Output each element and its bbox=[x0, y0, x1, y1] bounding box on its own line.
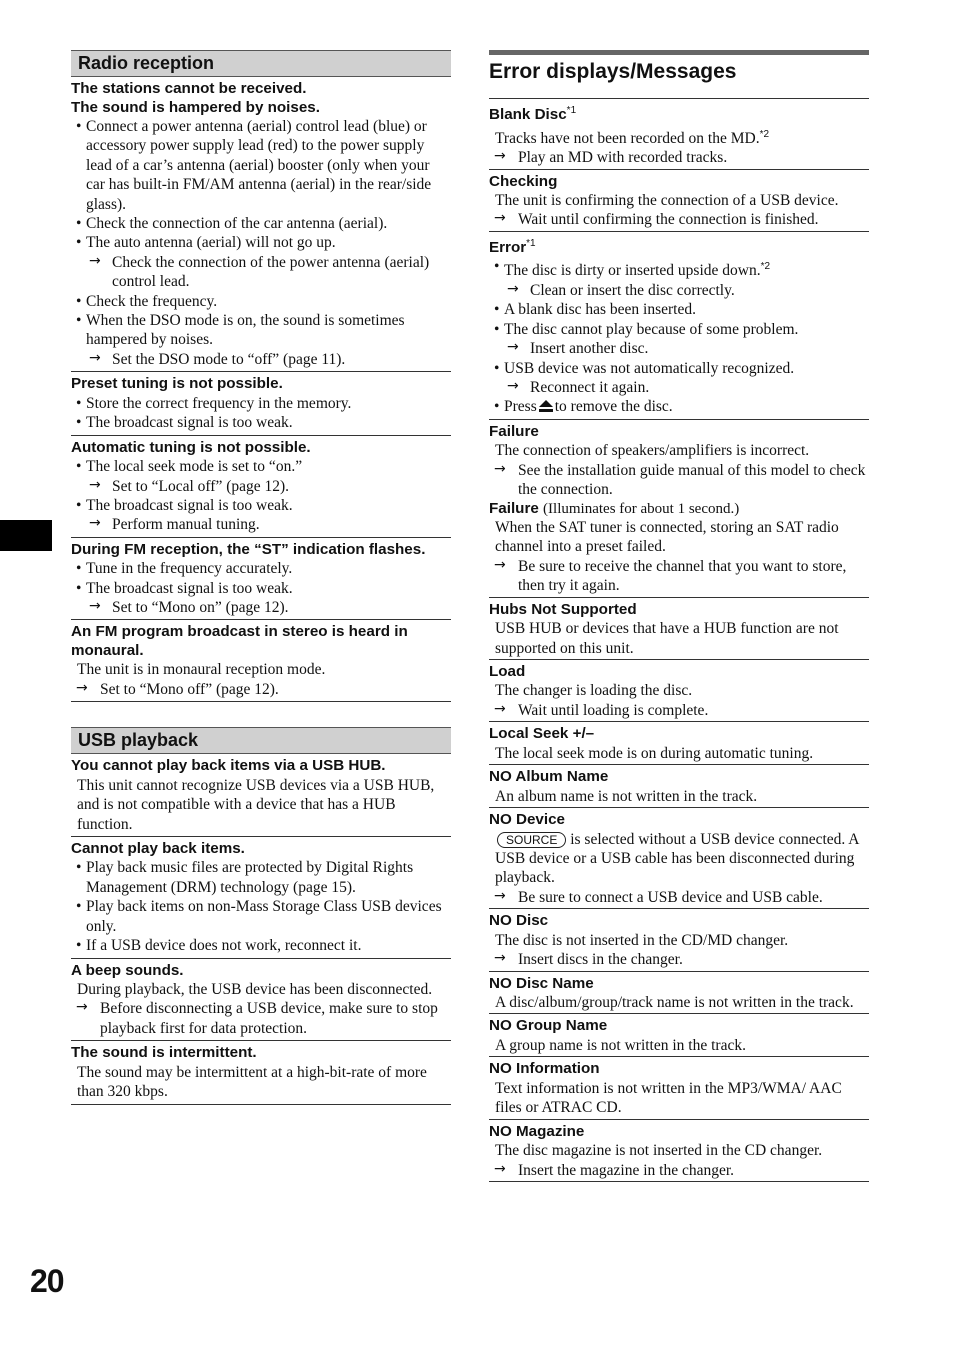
arrow-remedy: → Perform manual tuning. bbox=[71, 515, 451, 534]
message-text: A group name is not written in the track. bbox=[495, 1036, 746, 1054]
bullet-item: • Store the correct frequency in the memory. bbox=[71, 394, 451, 413]
msg-blank-disc bbox=[489, 98, 869, 169]
arrow-remedy: → Be sure to receive the channel that you want to store, then try it again. bbox=[489, 557, 869, 596]
message-text: The disc magazine is not inserted in the CD changer. bbox=[495, 1142, 823, 1160]
message-text: Text information is not written in the MP3/WMA/ AAC files or ATRAC CD. bbox=[495, 1079, 842, 1117]
bullet-item: • The auto antenna (aerial) will not go up. bbox=[71, 233, 451, 252]
msg-no-magazine bbox=[489, 1119, 869, 1182]
bullet-item: • The disc is dirty or inserted upside down.$^{*2}$ bbox=[489, 257, 869, 281]
message-text: Tracks have not been recorded on the MD. bbox=[495, 129, 760, 147]
page-number: 20 bbox=[30, 1263, 64, 1299]
message-heading: NO Information bbox=[489, 1060, 600, 1078]
bullet-item: • Check the frequency. bbox=[71, 292, 451, 311]
bullet-item: • Play back items on non-Mass Storage Class USB devices only. bbox=[71, 897, 451, 936]
message-text: When the SAT tuner is connected, storing an SAT radio channel into a preset failed. bbox=[495, 519, 839, 556]
arrow-remedy: → Before disconnecting a USB device, make sure to stop playback first for data protection. bbox=[71, 999, 451, 1038]
message-text: The local seek mode is on during automatic tuning. bbox=[495, 744, 814, 762]
topic-usb-hub bbox=[71, 754, 451, 837]
topic-text: The sound may be intermittent at a high-bit-rate of more than 320 kbps. bbox=[77, 1063, 427, 1101]
footnote-mark: *2 bbox=[759, 128, 770, 140]
msg-error bbox=[489, 231, 869, 419]
topic-heading: An FM program broadcast in stereo is heard in monaural. bbox=[71, 623, 408, 659]
message-heading: Failure bbox=[489, 422, 539, 440]
topic-heading: Automatic tuning is not possible. bbox=[71, 438, 311, 456]
message-heading: Failure bbox=[489, 499, 539, 517]
arrow-remedy: → See the installation guide manual of this model to check the connection. bbox=[489, 461, 869, 500]
arrow-remedy: → Set to “Local off” (page 12). bbox=[71, 477, 451, 496]
topic-heading: You cannot play back items via a USB HUB. bbox=[71, 757, 386, 775]
topic-heading: During FM reception, the “ST” indication flashes. bbox=[71, 540, 426, 558]
left-column bbox=[71, 50, 451, 1105]
topic-heading: Cannot play back items. bbox=[71, 839, 245, 857]
bullet-item: • Press to remove the disc. bbox=[489, 397, 869, 417]
arrow-remedy: → Set to “Mono on” (page 12). bbox=[71, 598, 451, 617]
msg-hubs-not-supported bbox=[489, 597, 869, 659]
arrow-remedy: → Set the DSO mode to “off” (page 11). bbox=[71, 350, 451, 369]
arrow-remedy: → Check the connection of the power antenna (aerial) control lead. bbox=[71, 253, 451, 292]
message-heading: Checking bbox=[489, 172, 558, 190]
arrow-remedy: → Insert another disc. bbox=[489, 339, 869, 358]
topic-beep-sounds bbox=[71, 959, 451, 1042]
msg-load bbox=[489, 659, 869, 721]
msg-failure bbox=[489, 419, 869, 597]
usb-playback-heading: USB playback bbox=[71, 727, 451, 754]
message-heading: NO Group Name bbox=[489, 1017, 608, 1035]
arrow-remedy: → Set to “Mono off” (page 12). bbox=[71, 680, 451, 699]
message-heading: NO Disc bbox=[489, 912, 549, 930]
bullet-item: • Play back music files are protected by Digital Rights Management (DRM) technology (page 15). bbox=[71, 858, 451, 897]
topic-cannot-play bbox=[71, 837, 451, 959]
bullet-item: • Connect a power antenna (aerial) control lead (blue) or accessory power supply lead (red) to the power supply lead of a car’s antenna (aerial) booster (only when your car has built-in FM/AM antenna (aerial) in the rear/side glass). bbox=[71, 117, 451, 214]
message-text: The connection of speakers/amplifiers is incorrect. bbox=[495, 442, 810, 460]
msg-no-album-name bbox=[489, 764, 869, 807]
topic-heading: Preset tuning is not possible. bbox=[71, 375, 283, 393]
topic-fm-monaural bbox=[71, 620, 451, 702]
source-button-label: SOURCE bbox=[497, 832, 566, 848]
msg-no-device bbox=[489, 807, 869, 908]
msg-no-information bbox=[489, 1056, 869, 1118]
msg-local-seek bbox=[489, 721, 869, 764]
bullet-item: • The broadcast signal is too weak. bbox=[71, 496, 451, 515]
message-text: USB HUB or devices that have a HUB function are not supported on this unit. bbox=[495, 620, 839, 657]
msg-no-group-name bbox=[489, 1013, 869, 1056]
footnote-mark: *1 bbox=[566, 105, 577, 116]
radio-reception-heading: Radio reception bbox=[71, 50, 451, 77]
topic-text: During playback, the USB device has been disconnected. bbox=[77, 981, 433, 998]
message-heading: NO Disc Name bbox=[489, 974, 594, 992]
topic-stations-not-received bbox=[71, 77, 451, 372]
bullet-item: • When the DSO mode is on, the sound is sometimes hampered by noises. bbox=[71, 311, 451, 350]
right-column bbox=[489, 50, 869, 1182]
message-heading: Hubs Not Supported bbox=[489, 600, 637, 618]
message-subheading: (Illuminates for about 1 second.) bbox=[543, 500, 740, 517]
message-text: The unit is confirming the connection of a USB device. bbox=[495, 192, 839, 210]
topic-automatic-tuning bbox=[71, 436, 451, 538]
message-text: is selected without a USB device connected. A USB device or a USB cable has been disconnected during playback. bbox=[495, 830, 859, 887]
arrow-remedy: → Insert the magazine in the changer. bbox=[489, 1161, 869, 1180]
message-heading: Local Seek +/– bbox=[489, 725, 595, 743]
arrow-remedy: → Be sure to connect a USB device and USB cable. bbox=[489, 888, 869, 907]
bullet-item: • USB device was not automatically recognized. bbox=[489, 359, 869, 378]
eject-icon bbox=[539, 398, 553, 417]
message-heading: NO Album Name bbox=[489, 768, 609, 786]
bullet-item: • The disc cannot play because of some problem. bbox=[489, 320, 869, 339]
bullet-item: • A blank disc has been inserted. bbox=[489, 300, 869, 319]
topic-heading: A beep sounds. bbox=[71, 961, 184, 979]
bullet-item: • The broadcast signal is too weak. bbox=[71, 413, 451, 432]
section-tab-marker bbox=[0, 520, 52, 551]
message-heading: Load bbox=[489, 662, 526, 680]
message-text: The disc is not inserted in the CD/MD changer. bbox=[495, 931, 789, 949]
arrow-remedy: → Wait until confirming the connection is finished. bbox=[489, 210, 869, 229]
topic-heading: The sound is intermittent. bbox=[71, 1044, 257, 1062]
msg-checking bbox=[489, 169, 869, 231]
bullet-item: • The local seek mode is set to “on.” bbox=[71, 457, 451, 476]
bullet-item: • If a USB device does not work, reconnect it. bbox=[71, 936, 451, 955]
message-heading: Error bbox=[489, 238, 527, 256]
arrow-remedy: → Clean or insert the disc correctly. bbox=[489, 281, 869, 300]
msg-no-disc bbox=[489, 908, 869, 970]
topic-text: The unit is in monaural reception mode. bbox=[77, 661, 326, 679]
msg-no-disc-name bbox=[489, 971, 869, 1014]
message-text: A disc/album/group/track name is not written in the track. bbox=[495, 994, 854, 1012]
topic-sound-intermittent bbox=[71, 1041, 451, 1104]
message-text: The changer is loading the disc. bbox=[495, 682, 693, 700]
bullet-item: • Check the connection of the car antenna (aerial). bbox=[71, 214, 451, 233]
topic-st-indication bbox=[71, 538, 451, 621]
arrow-remedy: → Insert discs in the changer. bbox=[489, 950, 869, 969]
arrow-remedy: → Play an MD with recorded tracks. bbox=[489, 148, 869, 167]
message-heading: NO Magazine bbox=[489, 1122, 585, 1140]
message-text: An album name is not written in the track. bbox=[495, 787, 758, 805]
footnote-mark: *2 bbox=[760, 261, 771, 273]
arrow-remedy: → Wait until loading is complete. bbox=[489, 701, 869, 720]
bullet-item: • Tune in the frequency accurately. bbox=[71, 559, 451, 578]
bullet-item: • The broadcast signal is too weak. bbox=[71, 579, 451, 598]
topic-heading: The sound is hampered by noises. bbox=[71, 98, 320, 116]
footnote-mark: *1 bbox=[526, 237, 536, 249]
message-heading: NO Device bbox=[489, 811, 565, 829]
topic-preset-tuning bbox=[71, 372, 451, 435]
message-heading: Blank Disc bbox=[489, 106, 567, 124]
topic-text: This unit cannot recognize USB devices via a USB HUB, and is not compatible with a device that has a HUB function. bbox=[77, 776, 435, 833]
error-displays-title: Error displays/Messages bbox=[489, 50, 869, 98]
arrow-remedy: → Reconnect it again. bbox=[489, 378, 869, 397]
topic-heading: The stations cannot be received. bbox=[71, 80, 307, 97]
